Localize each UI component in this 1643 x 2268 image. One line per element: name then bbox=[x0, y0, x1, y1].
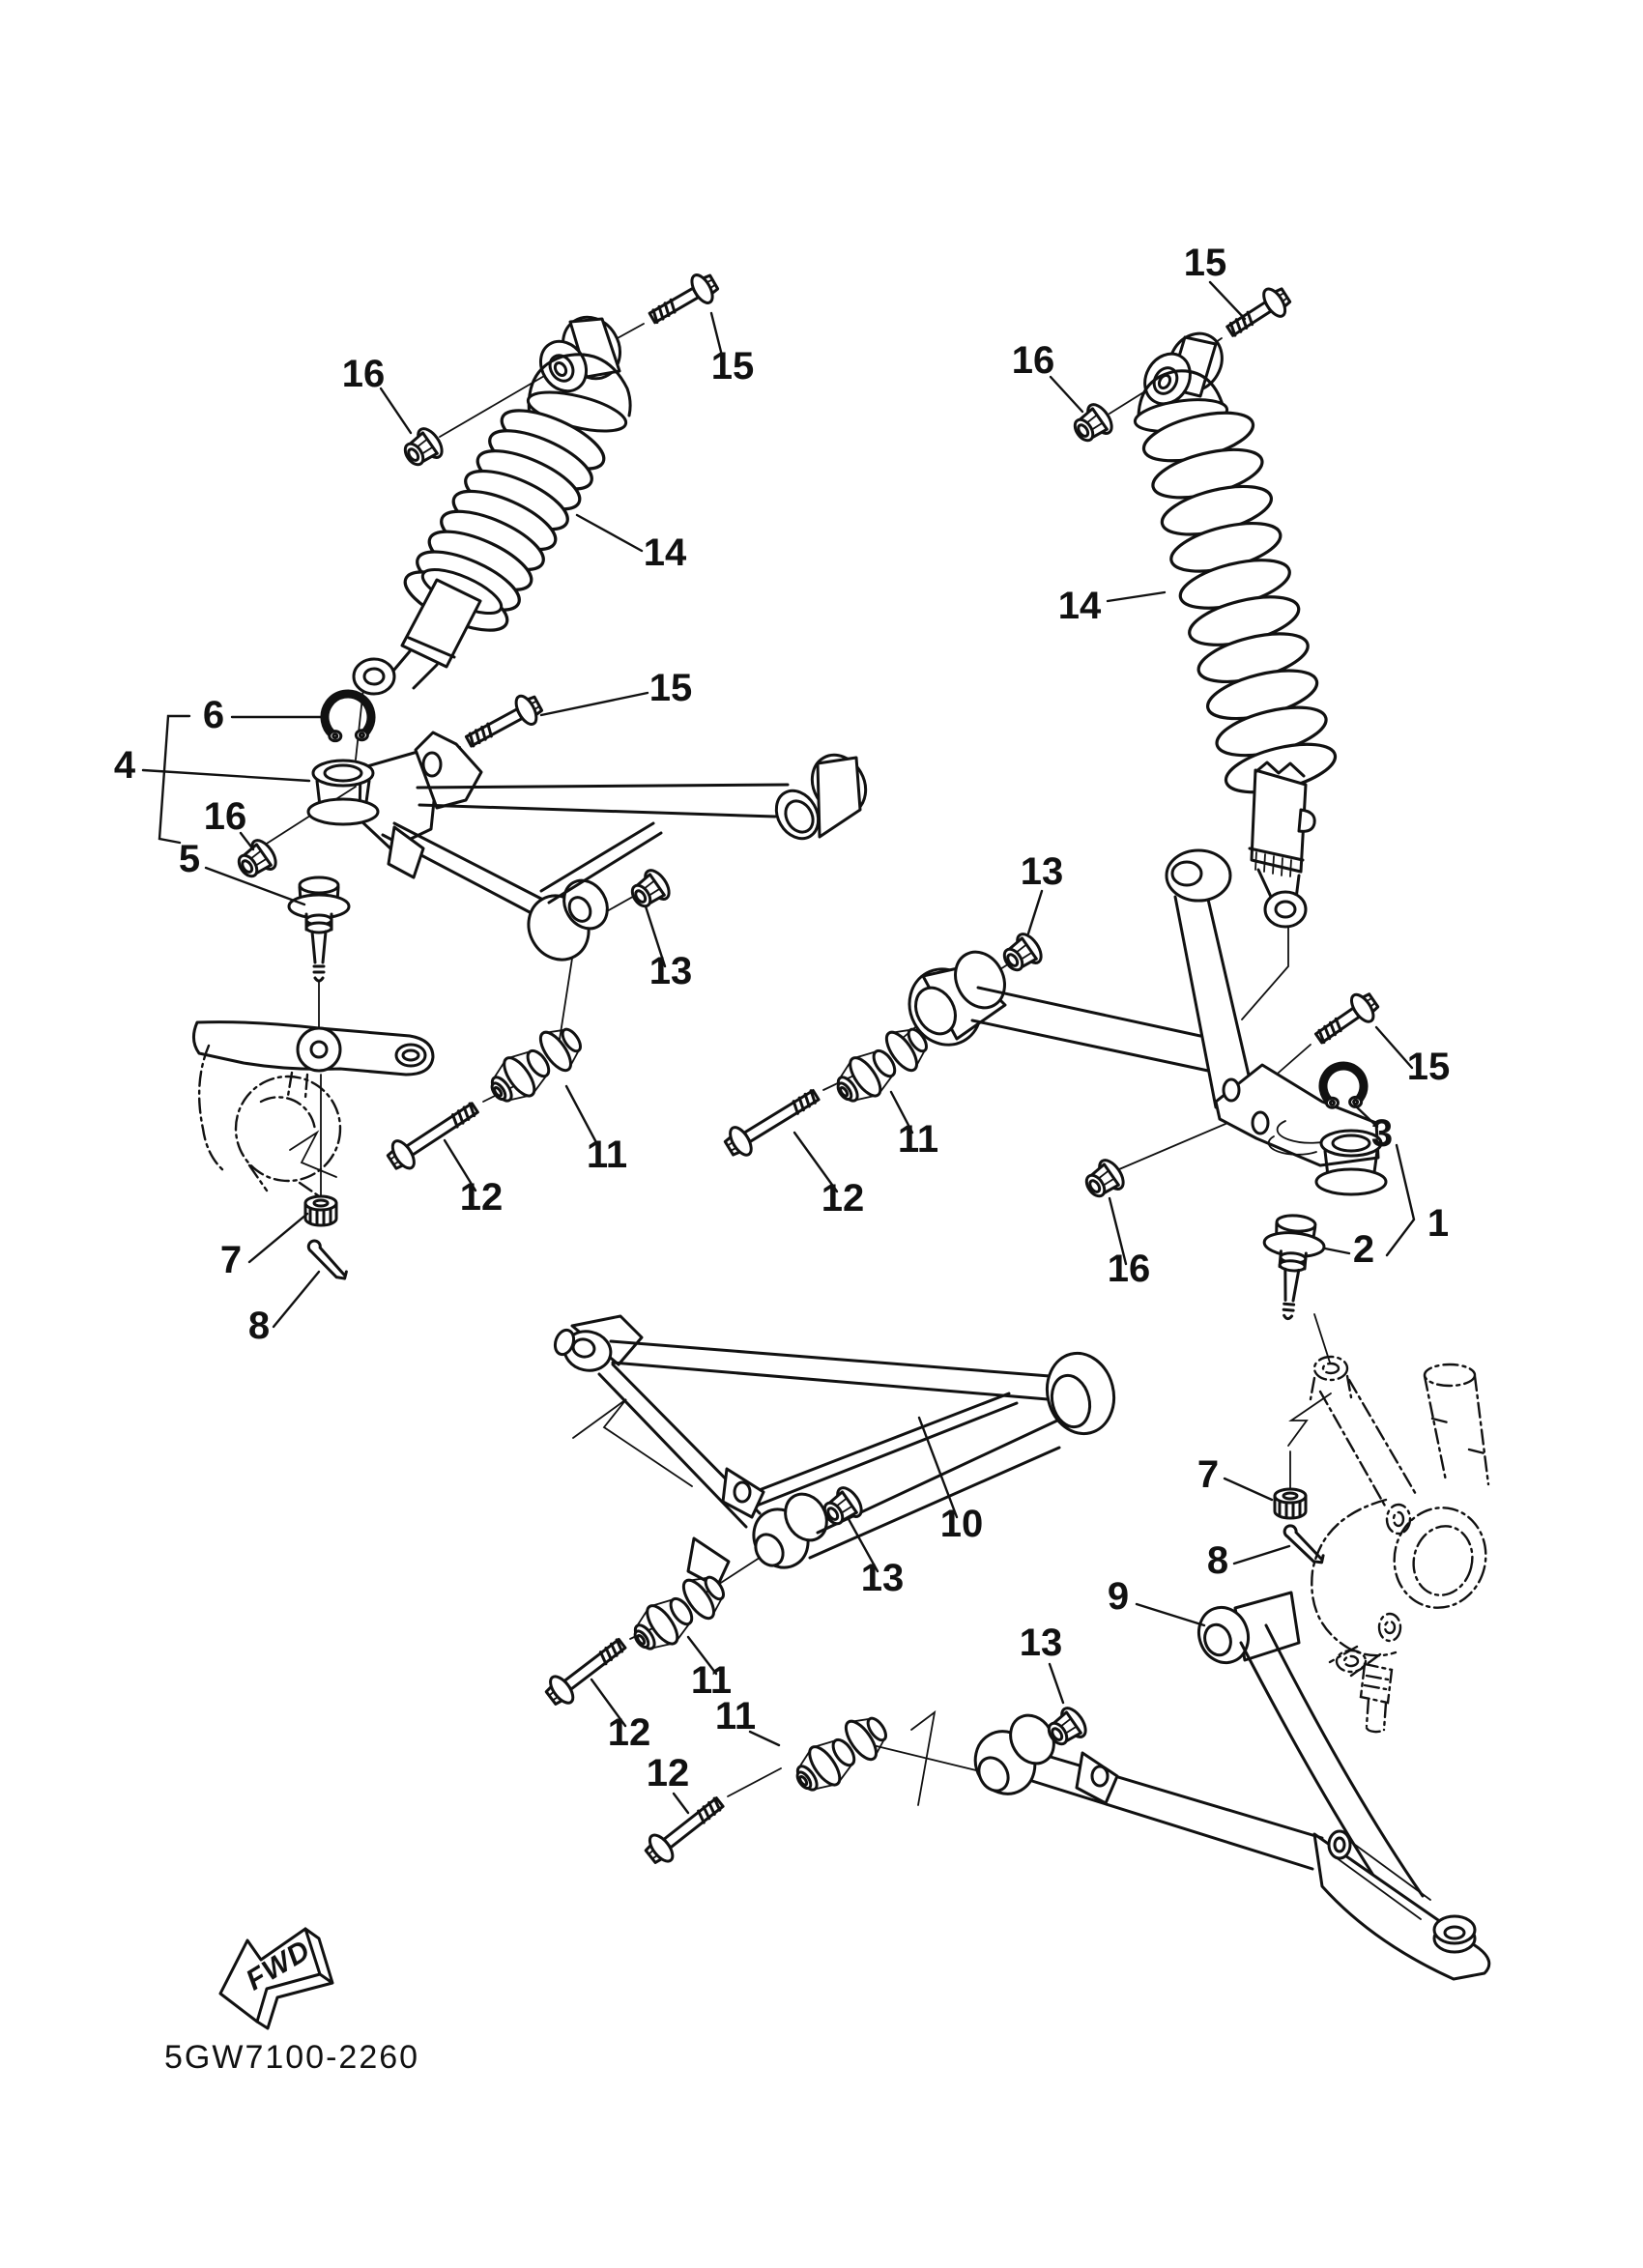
leader-line bbox=[1210, 282, 1245, 319]
leader-line bbox=[1028, 891, 1042, 933]
callout-11: 11 bbox=[897, 1118, 939, 1161]
cotter-pin bbox=[302, 1239, 354, 1281]
pivot-bushing bbox=[625, 1566, 733, 1660]
callout-13: 13 bbox=[1020, 850, 1064, 893]
callout-12: 12 bbox=[607, 1711, 651, 1754]
callout-16: 16 bbox=[1107, 1248, 1151, 1290]
castle-nut bbox=[1275, 1489, 1306, 1518]
leader-line bbox=[143, 770, 309, 781]
callout-11: 11 bbox=[714, 1695, 757, 1737]
callout-16: 16 bbox=[203, 795, 247, 838]
lower-control-arm-front bbox=[552, 1316, 1122, 1587]
callout-6: 6 bbox=[202, 694, 225, 736]
callout-2: 2 bbox=[1352, 1228, 1375, 1271]
break-line bbox=[573, 1399, 692, 1486]
flange-bolt bbox=[1310, 988, 1382, 1050]
flange-bolt bbox=[541, 1631, 631, 1710]
callout-13: 13 bbox=[1019, 1622, 1063, 1664]
flange-bolt bbox=[1222, 282, 1294, 344]
leader-line bbox=[674, 1794, 688, 1813]
callout-14: 14 bbox=[1057, 585, 1102, 627]
break-line bbox=[290, 1133, 336, 1177]
flange-bolt bbox=[721, 1082, 823, 1162]
alignment-line bbox=[728, 1768, 781, 1796]
callout-bracket bbox=[159, 716, 189, 843]
part-code: 5GW7100-2260 bbox=[164, 2039, 420, 2076]
callout-8: 8 bbox=[247, 1305, 271, 1347]
steering-knuckle-right bbox=[1311, 1357, 1496, 1732]
callout-11: 11 bbox=[586, 1134, 628, 1176]
ball-joint-cup bbox=[308, 761, 378, 824]
callout-9: 9 bbox=[1107, 1575, 1130, 1618]
flange-nut bbox=[1081, 1156, 1128, 1203]
callout-15: 15 bbox=[1183, 242, 1227, 284]
upper-control-arm-left bbox=[360, 732, 877, 970]
callout-13: 13 bbox=[649, 950, 693, 992]
leader-line bbox=[274, 1272, 319, 1327]
leader-line bbox=[577, 515, 642, 551]
callout-7: 7 bbox=[219, 1239, 243, 1281]
pivot-bushing bbox=[828, 1019, 936, 1112]
callout-11: 11 bbox=[690, 1659, 733, 1702]
flange-nut bbox=[399, 424, 447, 472]
callout-4: 4 bbox=[113, 744, 136, 787]
leader-line bbox=[381, 388, 411, 433]
upper-control-arm-right bbox=[896, 850, 1378, 1165]
leader-line bbox=[1050, 1664, 1063, 1703]
shock-absorber-right bbox=[1133, 324, 1340, 927]
leader-line bbox=[1051, 377, 1082, 412]
leader-line bbox=[1234, 1546, 1289, 1564]
flange-bolt bbox=[384, 1095, 483, 1175]
callout-bracket bbox=[1387, 1145, 1414, 1255]
flange-bolt bbox=[461, 690, 545, 755]
callout-15: 15 bbox=[1406, 1046, 1451, 1088]
flange-nut bbox=[626, 866, 674, 913]
coil-spring-right bbox=[1139, 404, 1340, 802]
callout-15: 15 bbox=[710, 345, 755, 388]
callout-1: 1 bbox=[1427, 1202, 1450, 1245]
steering-knuckle-left bbox=[193, 1022, 433, 1200]
callout-8: 8 bbox=[1206, 1539, 1229, 1582]
callout-7: 7 bbox=[1196, 1453, 1220, 1496]
callout-14: 14 bbox=[643, 531, 687, 574]
leader-line bbox=[1325, 1249, 1349, 1253]
callout-15: 15 bbox=[649, 667, 693, 709]
break-line bbox=[1242, 926, 1288, 1019]
cotter-pin bbox=[1278, 1524, 1330, 1565]
flange-nut bbox=[1069, 400, 1116, 447]
flange-bolt bbox=[645, 269, 722, 331]
leader-line bbox=[541, 693, 648, 715]
callout-12: 12 bbox=[459, 1176, 504, 1219]
pivot-bushing bbox=[788, 1708, 895, 1801]
leader-line bbox=[1108, 592, 1165, 601]
leader-line bbox=[249, 1214, 307, 1262]
leader-line bbox=[1137, 1604, 1204, 1625]
callout-13: 13 bbox=[860, 1557, 905, 1599]
callout-10: 10 bbox=[939, 1503, 984, 1545]
callout-12: 12 bbox=[821, 1177, 865, 1220]
flange-nut bbox=[233, 836, 280, 883]
leader-line bbox=[1225, 1479, 1272, 1500]
ball-joint bbox=[1257, 1213, 1326, 1321]
callout-16: 16 bbox=[341, 353, 386, 395]
callout-12: 12 bbox=[646, 1752, 690, 1794]
fwd-arrow bbox=[220, 1929, 332, 2028]
callout-3: 3 bbox=[1370, 1112, 1394, 1155]
flange-nut bbox=[998, 930, 1046, 977]
shock-absorber-left bbox=[354, 306, 631, 694]
ball-joint bbox=[289, 877, 349, 981]
callout-16: 16 bbox=[1011, 339, 1055, 382]
fwd-label: FWD bbox=[241, 1934, 317, 1997]
flange-bolt bbox=[641, 1790, 729, 1868]
callout-5: 5 bbox=[178, 838, 201, 880]
castle-nut bbox=[305, 1196, 336, 1225]
alignment-line bbox=[1314, 1314, 1330, 1363]
